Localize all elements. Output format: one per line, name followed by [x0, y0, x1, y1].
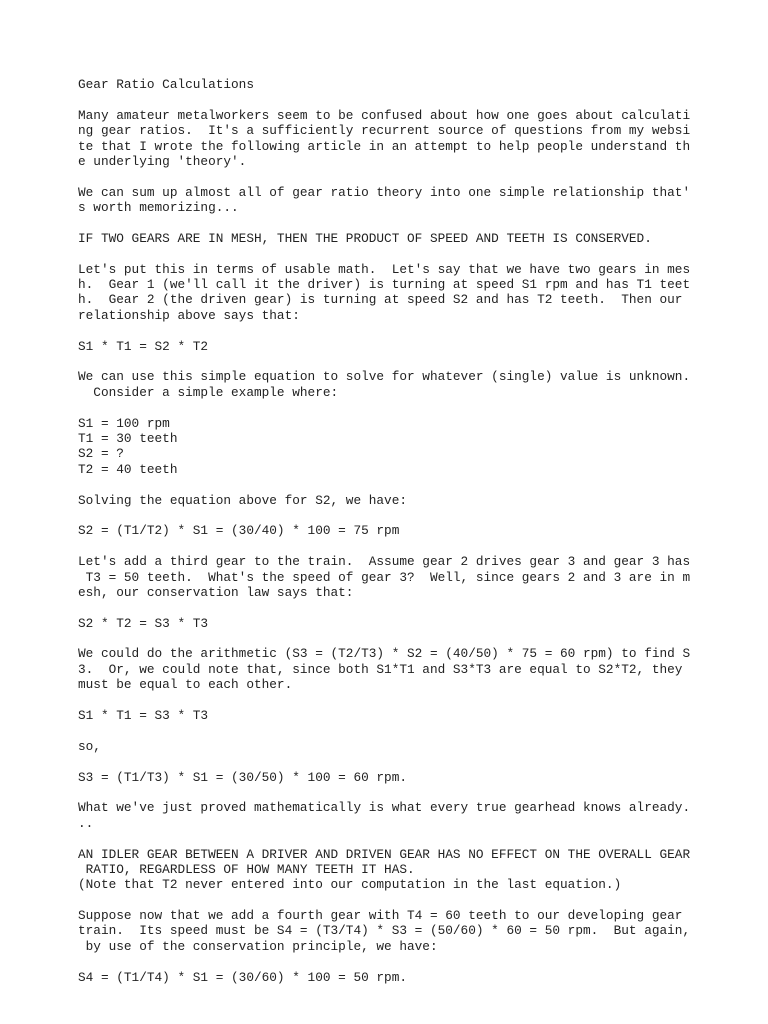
doc-line: S3 = (T1/T3) * S1 = (30/50) * 100 = 60 rpm.: [78, 769, 408, 785]
doc-line: Many amateur metalworkers seem to be confused about how one goes about calculati: [78, 107, 691, 123]
doc-line: so,: [78, 738, 101, 754]
doc-line: S2 = (T1/T2) * S1 = (30/40) * 100 = 75 rpm: [78, 523, 400, 539]
doc-line: [78, 954, 718, 969]
doc-line: [78, 693, 718, 708]
doc-line: T3 = 50 teeth. What's the speed of gear 3? Well, since gears 2 and 3 are in m: [78, 569, 691, 585]
doc-line: [78, 477, 718, 492]
doc-line: We can use this simple equation to solve for whatever (single) value is unknown.: [78, 369, 691, 385]
doc-line: ng gear ratios. It's a sufficiently recurrent source of questions from my websi: [78, 123, 691, 139]
doc-line: [78, 754, 718, 769]
doc-line: Let's put this in terms of usable math. Let's say that we have two gears in mes: [78, 261, 691, 277]
document-page: [78, 0, 718, 985]
doc-title: Gear Ratio Calculations: [78, 77, 254, 92]
doc-line: [78, 216, 718, 231]
doc-line: AN IDLER GEAR BETWEEN A DRIVER AND DRIVEN GEAR HAS NO EFFECT ON THE OVERALL GEAR: [78, 846, 691, 862]
doc-line: We can sum up almost all of gear ratio theory into one simple relationship that': [78, 184, 691, 200]
doc-line: S1 * T1 = S3 * T3: [78, 708, 209, 724]
doc-line: [78, 600, 718, 615]
doc-line: We could do the arithmetic (S3 = (T2/T3) * S2 = (40/50) * 75 = 60 rpm) to find S: [78, 646, 691, 662]
doc-line: Consider a simple example where:: [78, 384, 339, 400]
doc-line: [78, 169, 718, 184]
doc-line: What we've just proved mathematically is what every true gearhead knows already.: [78, 800, 691, 816]
doc-line: te that I wrote the following article in an attempt to help people understand th: [78, 138, 691, 154]
doc-line: 3. Or, we could note that, since both S1*T1 and S3*T3 are equal to S2*T2, they: [78, 661, 683, 677]
doc-line: [78, 893, 718, 908]
doc-line: [78, 539, 718, 554]
doc-line: esh, our conservation law says that:: [78, 584, 354, 600]
doc-line: [78, 323, 718, 338]
doc-line: [78, 631, 718, 646]
doc-line: S4 = (T1/T4) * S1 = (30/60) * 100 = 50 rpm.: [78, 969, 408, 985]
doc-line: IF TWO GEARS ARE IN MESH, THEN THE PRODUCT OF SPEED AND TEETH IS CONSERVED.: [78, 230, 652, 246]
doc-line: S2 = ?: [78, 446, 124, 462]
doc-line: [78, 354, 718, 369]
doc-line: [78, 508, 718, 523]
doc-line: Suppose now that we add a fourth gear with T4 = 60 teeth to our developing gear: [78, 908, 683, 924]
doc-line: s worth memorizing...: [78, 200, 239, 216]
doc-line: [78, 92, 718, 107]
doc-line: must be equal to each other.: [78, 677, 293, 693]
doc-line: h. Gear 1 (we'll call it the driver) is turning at speed S1 rpm and has T1 teet: [78, 277, 691, 293]
doc-line: [78, 400, 718, 415]
doc-line: [78, 723, 718, 738]
doc-line: ..: [78, 815, 94, 831]
doc-line: S1 * T1 = S2 * T2: [78, 338, 209, 354]
doc-line: by use of the conservation principle, we have:: [78, 938, 438, 954]
doc-line: RATIO, REGARDLESS OF HOW MANY TEETH IT HAS.: [78, 861, 415, 877]
doc-line: [78, 831, 718, 846]
doc-line: (Note that T2 never entered into our computation in the last equation.): [78, 877, 622, 893]
doc-line: relationship above says that:: [78, 307, 300, 323]
doc-line: Solving the equation above for S2, we have:: [78, 492, 408, 508]
doc-line: T1 = 30 teeth: [78, 430, 178, 446]
doc-line: e underlying 'theory'.: [78, 153, 247, 169]
doc-line: h. Gear 2 (the driven gear) is turning at speed S2 and has T2 teeth. Then our: [78, 292, 683, 308]
doc-line: [78, 246, 718, 261]
doc-line: T2 = 40 teeth: [78, 461, 178, 477]
doc-line: [78, 785, 718, 800]
doc-line: Let's add a third gear to the train. Assume gear 2 drives gear 3 and gear 3 has: [78, 554, 691, 570]
doc-line: train. Its speed must be S4 = (T3/T4) * S3 = (50/60) * 60 = 50 rpm. But again,: [78, 923, 691, 939]
doc-line: S1 = 100 rpm: [78, 415, 170, 431]
doc-line: S2 * T2 = S3 * T3: [78, 615, 209, 631]
